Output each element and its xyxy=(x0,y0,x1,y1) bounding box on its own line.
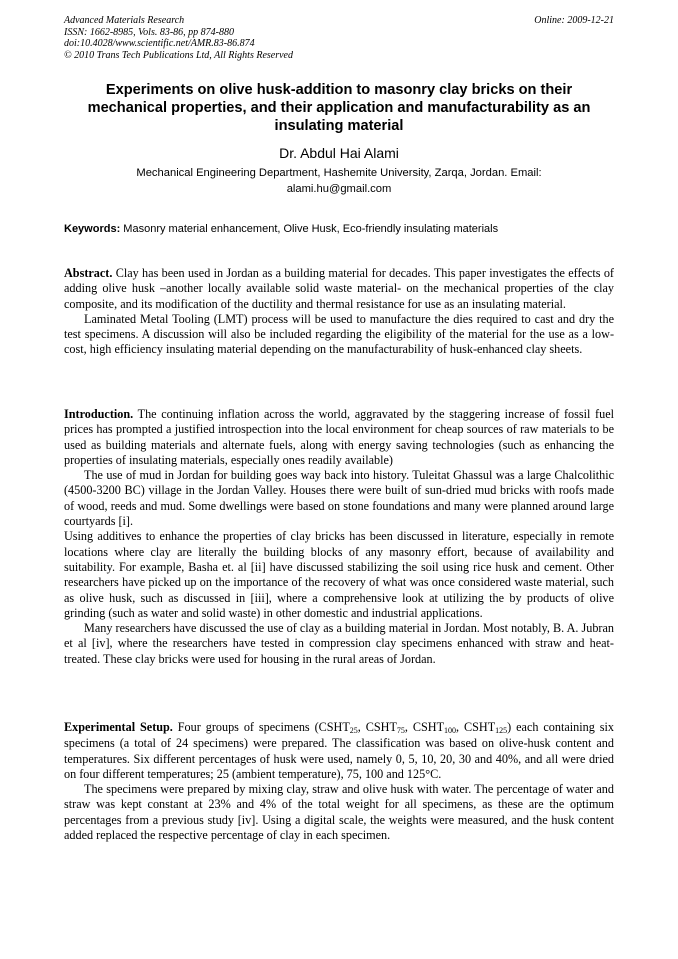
intro-paragraph-4: Many researchers have discussed the use of clay as a building material in Jordan. Most notably, B. A. Jubran et al [iv], where the researchers have tested in compression clay specimens enhanced with straw and heat-treated. These clay bricks were used for housing in the rural areas of Jordan. xyxy=(64,621,614,666)
keywords xyxy=(64,222,618,236)
exp-paragraph-2: The specimens were prepared by mixing clay, straw and olive husk with water. The percentage of water and straw was kept constant at 23% and 4% of the total weight for all specimens, as these are the optimum percentages from a previous study [iv]. Using a digital scale, the weights were measured, and the husk content added replaced the respective percentage of clay in each specimen. xyxy=(64,782,614,843)
author-name: Dr. Abdul Hai Alami xyxy=(279,145,399,161)
abstract-paragraph-2: Laminated Metal Tooling (LMT) process will be used to manufacture the dies required to cast and dry the test specimens. A discussion will also be included regarding the eligibility of the material for the use as a low-cost, high efficiency insulating material depending on the manufacturability of husk-enhanced clay sheets. xyxy=(64,311,614,357)
abstract-section xyxy=(64,266,614,358)
online-date: Online: 2009-12-21 xyxy=(534,15,614,26)
affiliation-text: Mechanical Engineering Department, Hashemite University, Zarqa, Jordan. Email: xyxy=(136,167,542,179)
copyright-line: © 2010 Trans Tech Publications Ltd, All Rights Reserved xyxy=(64,49,293,61)
intro-paragraph-1: Introduction. The continuing inflation across the world, aggravated by the staggering increase of fossil fuel prices has prompted a justified introspection into the local environment for cheap sources of raw materials to be used as building materials and alternate fuels, along with energy saving technologies (such as enhancing the properties of insulating materials, especially ones readily available) xyxy=(64,407,614,467)
introduction-section xyxy=(64,407,614,667)
experimental-section xyxy=(64,720,614,843)
author-email: alami.hu@gmail.com xyxy=(286,182,392,195)
keywords-text: Masonry material enhancement, Olive Husk, Eco-friendly insulating materials xyxy=(120,223,499,235)
exp-paragraph-1: Experimental Setup. Four groups of specimens ($CSHT_{25}$, $CSHT_{75}$, $CSHT_{100}$, $CSHT_{125}$) each containing six specimens (a total of 24 specimens) were prepared. The classification was based on olive-husk content and temperatures. Six different percentages of husk were used, namely 0, 5, 10, 20, 30 and 40%, and all were dried on four different temperatures; 25 (ambient temperature), 75, 100 and 125°C. xyxy=(64,720,614,781)
issn-line: ISSN: 1662-8985, Vols. 83-86, pp 874-880 xyxy=(64,26,234,38)
keywords-label: Keywords: xyxy=(64,223,121,235)
paper-title: Experiments on olive husk-addition to masonry clay bricks on their mechanical properties, and their application and manufacturability as an insulating material xyxy=(87,82,591,134)
journal-name: Advanced Materials Research xyxy=(64,15,185,26)
abstract-heading: Abstract. xyxy=(64,266,113,280)
intro-paragraph-3: Using additives to enhance the properties of clay bricks has been discussed in literature, especially in remote locations where clay are literally the building blocks of any masonry effort, because of availability and suitability. For example, Basha et. al [ii] have discussed stabilizing the soil using rice husk and cement. Other researchers have picked up on the importance of the recovery of what was once considered waste material, such as olive husk, such as discussed in [iii], where a comprehensive look at utilizing the by products of olive grinding (such as water and solid waste) in other domestic and industrial applications. xyxy=(64,529,614,620)
exp-heading: Experimental Setup. xyxy=(64,720,173,734)
intro-heading: Introduction. xyxy=(64,407,134,421)
doi-line: doi:10.4028/www.scientific.net/AMR.83-86.874 xyxy=(64,38,255,49)
intro-paragraph-2: The use of mud in Jordan for building goes way back into history. Tuleitat Ghassul was a large Chalcolithic (4500-3200 BC) village in the Jordan Valley. Houses there were built of sun-dried mud bricks with roofs made of wood, reeds and mud. Some dwellings were based on stone foundations and many were planned around large courtyards [i]. xyxy=(64,468,614,529)
journal-header xyxy=(64,15,614,61)
affiliation xyxy=(100,166,578,197)
abstract-paragraph-1: Abstract. Clay has been used in Jordan as a building material for decades. This paper investigates the effects of adding olive husk –another locally available solid waste material- on the mechanical properties of the clay composite, and its modification of the ductility and thermal resistance for use as an insulating material. xyxy=(64,266,614,311)
